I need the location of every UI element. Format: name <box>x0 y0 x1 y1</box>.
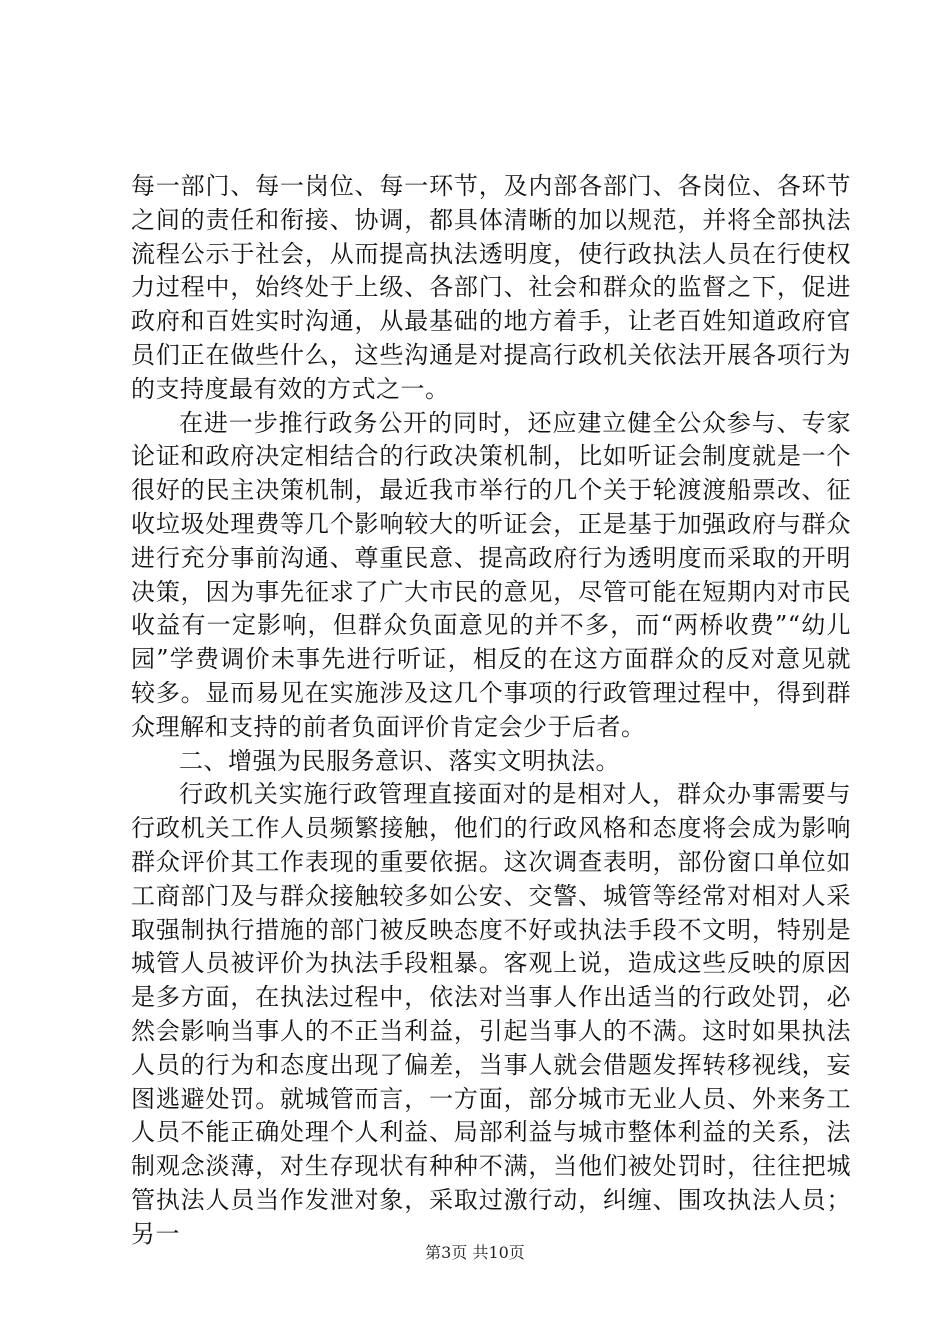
paragraph-civil-enforcement: 行政机关实施行政管理直接面对的是相对人，群众办事需要与行政机关工作人员频繁接触，他们的行政风格和态度将会成为影响群众评价其工作表现的重要依据。这次调查表明，部份窗口单位如工商部门及与群众接触较多如公安、交警、城管等经常对相对人采取强制执行措施的部门被反映态度不好或执法手段不文明，特别是城管人员被评价为执法手段粗暴。客观上说，造成这些反映的原因是多方面，在执法过程中，依法对当事人作出适当的行政处罚，必然会影响当事人的不正当利益，引起当事人的不满。这时如果执法人员的行为和态度出现了偏差，当事人就会借题发挥转移视线，妄图逃避处罚。就城管而言，一方面，部分城市无业人员、外来务工人员不能正确处理个人利益、局部利益与城市整体利益的关系，法制观念淡薄，对生存现状有种种不满，当他们被处罚时，往往把城管执法人员当作发泄对象，采取过激行动，纠缠、围攻执法人员；另一 <box>131 780 851 1248</box>
paragraph-continuation: 每一部门、每一岗位、每一环节，及内部各部门、各岗位、各环节之间的责任和衔接、协调，都具体清晰的加以规范，并将全部执法流程公示于社会，从而提高执法透明度，使行政执法人员在行使权力过程中，始终处于上级、各部门、社会和群众的监督之下，促进政府和百姓实时沟通，从最基础的地方着手，让老百姓知道政府官员们正在做些什么，这些沟通是对提高行政机关依法开展各项行为的支持度最有效的方式之一。 <box>131 172 851 403</box>
paragraph-decision-mechanism: 在进一步推行政务公开的同时，还应建立健全公众参与、专家论证和政府决定相结合的行政决策机制，比如听证会制度就是一个很好的民主决策机制，最近我市举行的几个关于轮渡渡船票改、征收垃圾处理费等几个影响较大的听证会，正是基于加强政府与群众进行充分事前沟通、尊重民意、提高政府行为透明度而采取的开明决策，因为事先征求了广大市民的意见，尽管可能在短期内对市民收益有一定影响，但群众负面意见的并不多，而“两桥收费”“幼儿园”学费调价未事先进行听证，相反的在这方面群众的反对意见就较多。显而易见在实施涉及这几个事项的行政管理过程中，得到群众理解和支持的前者负面评价肯定会少于后者。 <box>131 408 851 741</box>
page-footer: 第3页 共10页 <box>425 1243 525 1262</box>
document-body <box>131 170 851 1252</box>
section-heading: 二、增强为民服务意识、落实文明执法。 <box>179 746 620 775</box>
